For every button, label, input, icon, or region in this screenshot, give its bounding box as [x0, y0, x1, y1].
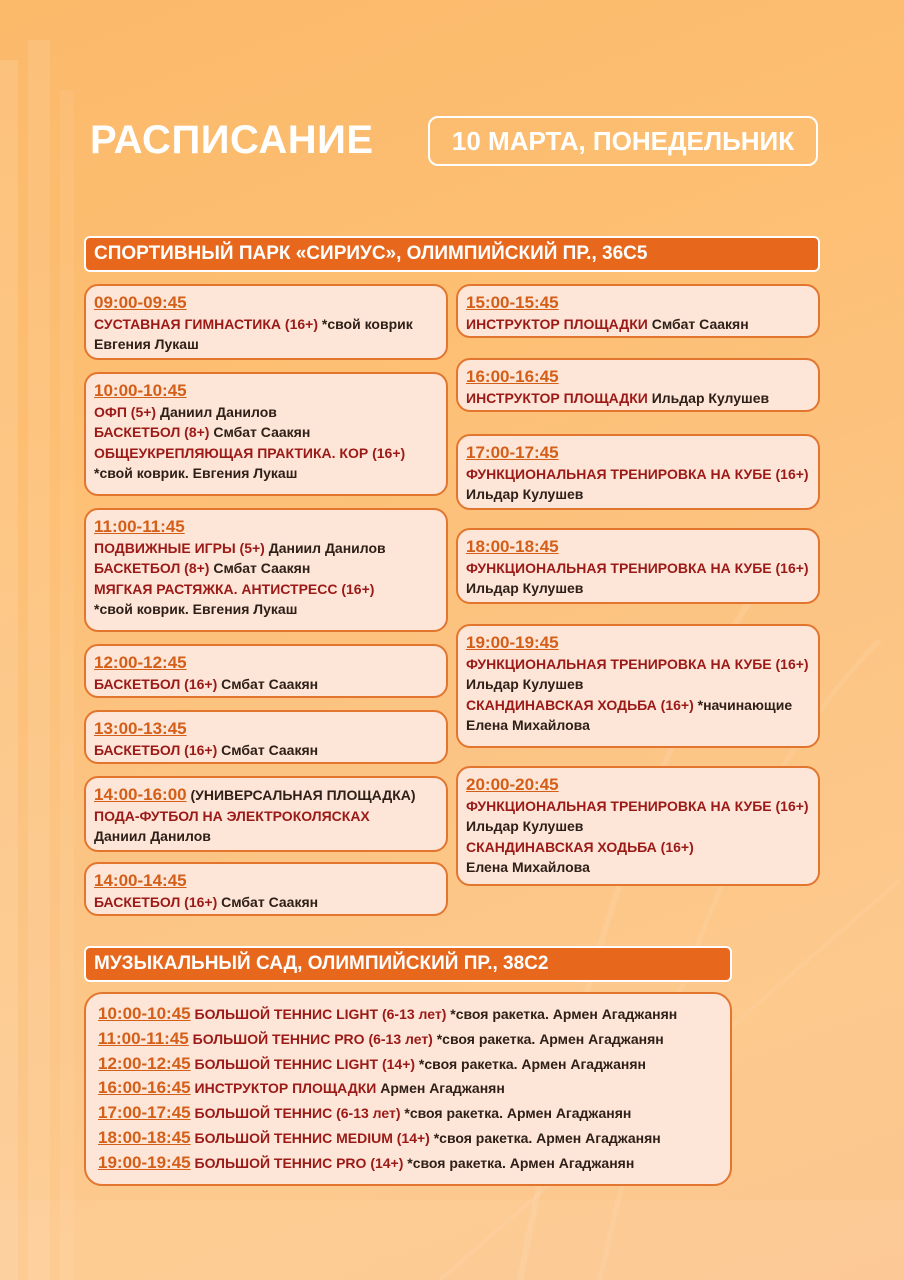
activity-name: ПОДА-ФУТБОЛ НА ЭЛЕКТРОКОЛЯСКАХ: [94, 807, 370, 824]
session-line: [466, 857, 810, 878]
instructor-info: Елена Михайлова: [466, 717, 590, 733]
instructor-info: *своя ракетка. Армен Агаджанян: [415, 1055, 646, 1072]
session-line: [94, 579, 438, 600]
instructor-info: Ильдар Кулушев: [466, 486, 584, 502]
time-slot: 15:00-15:45: [466, 293, 559, 312]
time-slot: 19:00-19:45: [466, 633, 559, 652]
instructor-info: *своя ракетка. Армен Агаджанян: [429, 1129, 661, 1146]
instructor-info: *свой коврик. Евгения Лукаш: [94, 601, 298, 617]
session-line: [94, 463, 438, 484]
time-slot: 19:00-19:45: [98, 1152, 191, 1172]
activity-name: ФУНКЦИОНАЛЬНАЯ ТРЕНИРОВКА НА КУБЕ (16+): [466, 797, 809, 814]
activity-name: ОБЩЕУКРЕПЛЯЮЩАЯ ПРАКТИКА. КОР (16+): [94, 444, 406, 461]
time-line: [466, 536, 810, 558]
instructor-info: Смбат Саакян: [209, 424, 311, 440]
session-line: [466, 837, 810, 858]
activity-name: БОЛЬШОЙ ТЕННИС PRO (6-13 лет): [188, 1030, 433, 1047]
schedule-card: [456, 766, 820, 886]
schedule-card: [456, 284, 820, 338]
time-slot: 12:00-12:45: [94, 653, 187, 672]
time-line: [466, 774, 810, 796]
session-line: [94, 826, 438, 847]
instructor-info: Армен Агаджанян: [376, 1080, 505, 1097]
time-line: [94, 516, 438, 538]
schedule-card: [84, 372, 448, 496]
time-slot: 14:00-16:00: [94, 785, 187, 804]
activity-name: БОЛЬШОЙ ТЕННИС LIGHT (14+): [190, 1055, 416, 1072]
venue-header-sirius: СПОРТИВНЫЙ ПАРК «СИРИУС», ОЛИМПИЙСКИЙ ПР., 36С5: [84, 236, 820, 272]
session-line: [466, 796, 810, 817]
music-session-row: [98, 1151, 718, 1176]
schedule-card: [84, 862, 448, 916]
activity-name: ИНСТРУКТОР ПЛОЩАДКИ: [190, 1080, 377, 1097]
session-line: [94, 402, 438, 423]
time-slot: 17:00-17:45: [466, 443, 559, 462]
activity-name: БОЛЬШОЙ ТЕННИС LIGHT (6-13 лет): [190, 1006, 447, 1022]
instructor-info: *своя ракетка. Армен Агаджанян: [400, 1105, 632, 1122]
time-line: [94, 652, 438, 674]
instructor-info: Даниил Данилов: [156, 403, 277, 420]
schedule-card: [456, 358, 820, 412]
time-slot: 13:00-13:45: [94, 719, 187, 738]
instructor-info: Евгения Лукаш: [94, 336, 199, 352]
schedule-card: [84, 508, 448, 632]
venue-header-music-garden: МУЗЫКАЛЬНЫЙ САД, ОЛИМПИЙСКИЙ ПР., 38С2: [84, 946, 732, 982]
session-line: [466, 558, 810, 579]
session-line: [466, 578, 810, 599]
instructor-info: Ильдар Кулушев: [466, 580, 584, 596]
schedule-card: [84, 644, 448, 698]
music-session-row: [98, 1052, 718, 1077]
activity-name: СУСТАВНАЯ ГИМНАСТИКА (16+): [94, 315, 318, 332]
instructor-info: *свой коврик: [318, 315, 413, 332]
schedule-card: [456, 528, 820, 604]
time-line: [94, 870, 438, 892]
session-line: [94, 334, 438, 355]
session-line: [94, 806, 438, 827]
time-slot: 11:00-11:45: [98, 1028, 189, 1048]
activity-name: БОЛЬШОЙ ТЕННИС PRO (14+): [190, 1154, 404, 1171]
instructor-info: Елена Михайлова: [466, 859, 590, 875]
session-line: [94, 892, 438, 913]
activity-name: БАСКЕТБОЛ (16+): [94, 893, 218, 910]
activity-name: БОЛЬШОЙ ТЕННИС (6-13 лет): [190, 1105, 401, 1122]
activity-name: БОЛЬШОЙ ТЕННИС MEDIUM (14+): [190, 1129, 430, 1146]
time-slot: 11:00-11:45: [94, 517, 185, 536]
time-line: [466, 442, 810, 464]
time-line: [94, 718, 438, 740]
session-line: [466, 695, 810, 716]
instructor-info: Смбат Саакян: [217, 741, 319, 758]
time-line: [94, 292, 438, 314]
session-line: [466, 314, 810, 335]
music-session-row: [98, 1101, 718, 1126]
time-slot: 17:00-17:45: [98, 1103, 191, 1123]
activity-name: БАСКЕТБОЛ (16+): [94, 741, 218, 758]
time-slot: 12:00-12:45: [98, 1053, 191, 1073]
instructor-info: Смбат Саакян: [217, 675, 319, 692]
instructor-info: *своя ракетка. Армен Агаджанян: [432, 1030, 664, 1047]
activity-name: БАСКЕТБОЛ (8+): [94, 424, 210, 440]
instructor-info: *своя ракетка. Армен Агаджанян: [446, 1006, 678, 1022]
activity-name: ФУНКЦИОНАЛЬНАЯ ТРЕНИРОВКА НА КУБЕ (16+): [466, 655, 809, 672]
music-session-row: [98, 1027, 718, 1052]
time-line: [94, 380, 438, 402]
date-label: 10 МАРТА, ПОНЕДЕЛЬНИК: [428, 116, 818, 166]
activity-name: ИНСТРУКТОР ПЛОЩАДКИ: [466, 389, 648, 406]
activity-name: БАСКЕТБОЛ (16+): [94, 675, 218, 692]
music-session-row: [98, 1126, 718, 1151]
session-line: [94, 538, 438, 559]
activity-name: ИНСТРУКТОР ПЛОЩАДКИ: [466, 315, 648, 332]
location-note: (УНИВЕРСАЛЬНАЯ ПЛОЩАДКА): [186, 787, 416, 803]
session-line: [94, 740, 438, 761]
music-session-row: [98, 1076, 718, 1101]
schedule-card: [456, 434, 820, 510]
time-line: [466, 292, 810, 314]
music-garden-schedule: [84, 992, 732, 1186]
session-line: [466, 674, 810, 695]
schedule-card: [84, 776, 448, 852]
time-slot: 09:00-09:45: [94, 293, 187, 312]
time-slot: 20:00-20:45: [466, 775, 559, 794]
session-line: [94, 558, 438, 579]
activity-name: СКАНДИНАВСКАЯ ХОДЬБА (16+): [466, 838, 694, 855]
instructor-info: *своя ракетка. Армен Агаджанян: [403, 1154, 635, 1171]
schedule-card: [84, 710, 448, 764]
session-line: [466, 484, 810, 505]
session-line: [94, 443, 438, 464]
session-line: [94, 674, 438, 695]
session-line: [466, 388, 810, 409]
time-slot: 10:00-10:45: [94, 381, 187, 400]
session-line: [466, 654, 810, 675]
time-slot: 16:00-16:45: [98, 1078, 191, 1098]
instructor-info: Даниил Данилов: [94, 828, 211, 844]
activity-name: ФУНКЦИОНАЛЬНАЯ ТРЕНИРОВКА НА КУБЕ (16+): [466, 465, 809, 482]
session-line: [466, 715, 810, 736]
schedule-card: [456, 624, 820, 748]
instructor-info: Даниил Данилов: [264, 539, 386, 556]
time-slot: 14:00-14:45: [94, 871, 187, 890]
activity-name: ПОДВИЖНЫЕ ИГРЫ (5+): [94, 539, 265, 556]
instructor-info: Ильдар Кулушев: [466, 818, 584, 834]
time-line: [466, 632, 810, 654]
instructor-info: *начинающие: [693, 696, 793, 713]
page-title: РАСПИСАНИЕ: [90, 118, 374, 162]
instructor-info: Смбат Саакян: [217, 893, 319, 910]
time-line: [94, 784, 438, 806]
activity-name: СКАНДИНАВСКАЯ ХОДЬБА (16+): [466, 696, 694, 713]
session-line: [94, 599, 438, 620]
time-slot: 18:00-18:45: [98, 1127, 191, 1147]
time-line: [466, 366, 810, 388]
activity-name: ОФП (5+): [94, 403, 157, 420]
session-line: [94, 314, 438, 335]
time-slot: 18:00-18:45: [466, 537, 559, 556]
activity-name: ФУНКЦИОНАЛЬНАЯ ТРЕНИРОВКА НА КУБЕ (16+): [466, 559, 809, 576]
time-slot: 16:00-16:45: [466, 367, 559, 386]
instructor-info: Ильдар Кулушев: [466, 676, 584, 692]
schedule-card: [84, 284, 448, 360]
music-session-row: [98, 1002, 718, 1027]
instructor-info: Смбат Саакян: [209, 560, 311, 576]
session-line: [466, 464, 810, 485]
activity-name: МЯГКАЯ РАСТЯЖКА. АНТИСТРЕСС (16+): [94, 580, 375, 597]
session-line: [466, 816, 810, 837]
activity-name: БАСКЕТБОЛ (8+): [94, 560, 210, 576]
instructor-info: Смбат Саакян: [647, 315, 749, 332]
time-slot: 10:00-10:45: [98, 1004, 191, 1023]
session-line: [94, 422, 438, 443]
instructor-info: Ильдар Кулушев: [647, 389, 770, 406]
instructor-info: *свой коврик. Евгения Лукаш: [94, 465, 298, 481]
